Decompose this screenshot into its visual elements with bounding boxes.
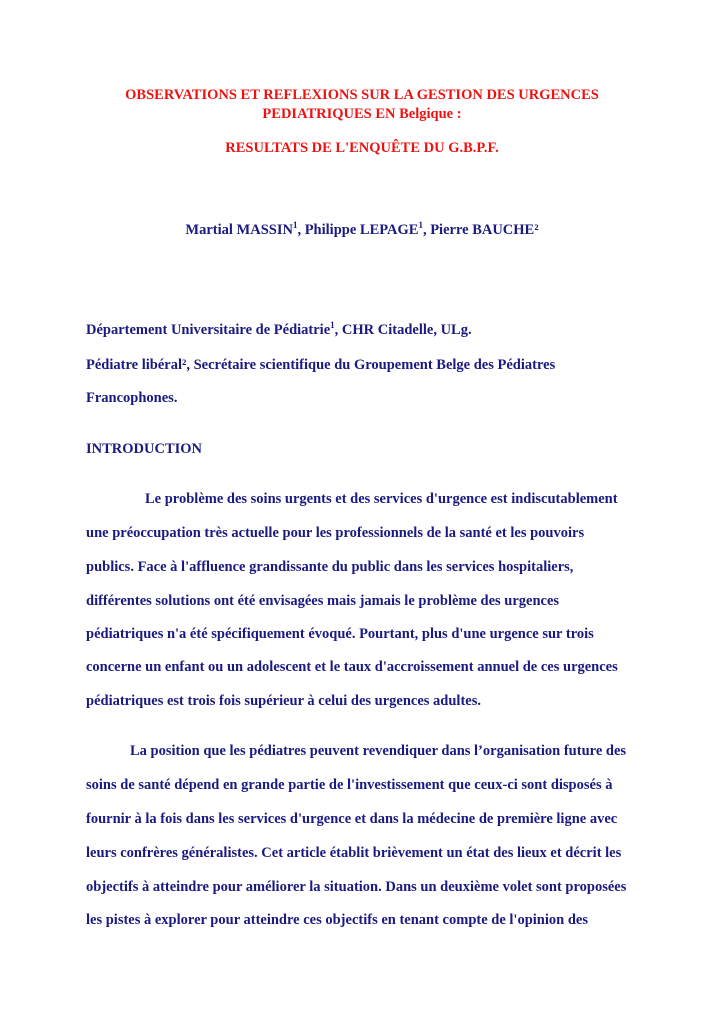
paragraph-line: concerne un enfant ou un adolescent et le taux d'accroissement annuel de ces urgences (86, 659, 618, 675)
author-separator: , (297, 222, 305, 238)
affiliation-1 (86, 322, 472, 339)
paragraph-line: les pistes à explorer pour atteindre ces objectifs en tenant compte de l'opinion des (86, 912, 588, 928)
paragraph-line: pédiatriques est trois fois supérieur à celui des urgences adultes. (86, 693, 481, 709)
paragraph-line: pédiatriques n'a été spécifiquement évoqué. Pourtant, plus d'une urgence sur trois (86, 626, 594, 642)
paragraph-line: fournir à la fois dans les services d'urgence et dans la médecine de première ligne avec (86, 811, 618, 827)
author-separator: , (422, 222, 431, 238)
affiliation-rest: , CHR Citadelle, ULg. (334, 322, 472, 338)
paragraph-line: différentes solutions ont été envisagées mais jamais le problème des urgences (86, 593, 560, 609)
paragraph-line: une préoccupation très actuelle pour les professionnels de la santé et les pouvoirs (86, 525, 585, 541)
paragraph-line: La position que les pédiatres peuvent revendiquer dans l’organisation future des (130, 743, 627, 759)
paragraph-line: leurs confrères généralistes. Cet article établit brièvement un état des lieux et décrit les (86, 845, 622, 861)
author-list (0, 222, 724, 239)
section-heading: INTRODUCTION (86, 441, 203, 457)
author-name: Pierre BAUCHE² (430, 222, 539, 238)
title-line-2: PEDIATRIQUES EN Belgique : (262, 106, 462, 122)
document-subtitle: RESULTATS DE L'ENQUÊTE DU G.B.P.F. (225, 140, 499, 156)
title-line-1: OBSERVATIONS ET REFLEXIONS SUR LA GESTION DES URGENCES (125, 87, 599, 103)
affiliation-2-line-2: Francophones. (86, 390, 178, 406)
affiliation-2-line-1: Pédiatre libéral², Secrétaire scientifique du Groupement Belge des Pédiatres (86, 357, 556, 373)
author-name: Martial MASSIN (185, 222, 293, 238)
paragraph-line: publics. Face à l'affluence grandissante du public dans les services hospitaliers, (86, 559, 574, 575)
paragraph-line: objectifs à atteindre pour améliorer la situation. Dans un deuxième volet sont proposées (86, 879, 627, 895)
paragraph-line: Le problème des soins urgents et des services d'urgence est indiscutablement (145, 491, 618, 507)
document-title (0, 86, 724, 124)
affiliation-text: Département Universitaire de Pédiatrie (86, 322, 331, 338)
author-name: Philippe LEPAGE (304, 222, 419, 238)
affiliation-superscript: 1 (330, 320, 335, 330)
author-superscript: 1 (292, 220, 298, 230)
paragraph-line: soins de santé dépend en grande partie de l'investissement que ceux-ci sont disposés à (86, 777, 613, 793)
author-superscript: 1 (418, 220, 423, 230)
